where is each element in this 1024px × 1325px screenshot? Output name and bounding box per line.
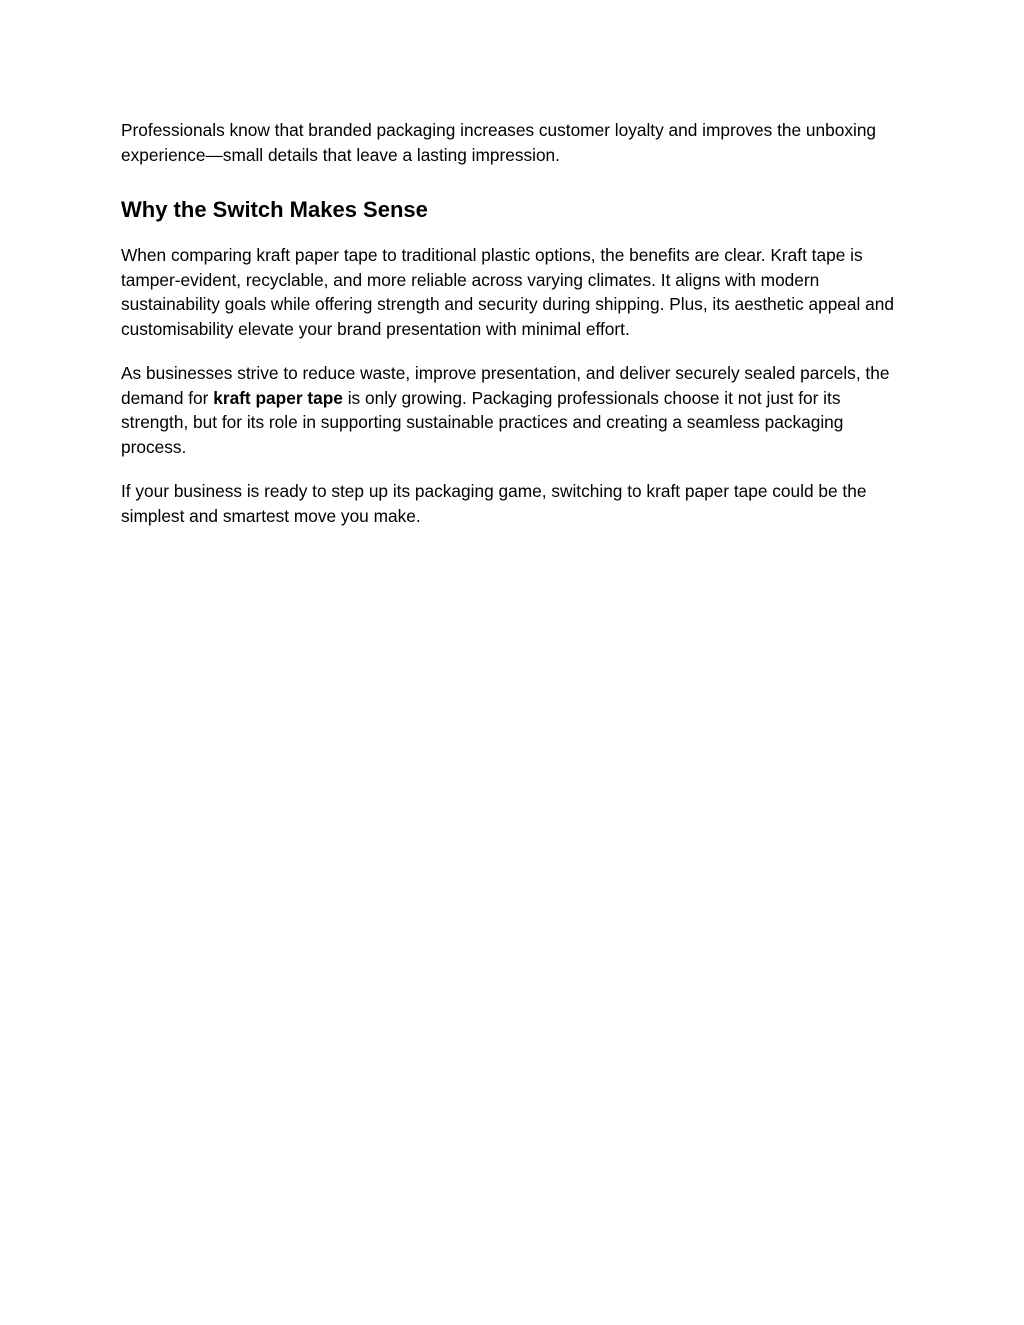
demand-paragraph-text-start: As businesses strive to reduce waste, improve presentation, and deliver securely sealed parcels, the demand for <box>121 363 890 408</box>
document-body <box>121 118 911 528</box>
bold-keyword: kraft paper tape <box>213 387 343 408</box>
demand-paragraph-text-end: is only growing. Packaging professionals choose it not just for its strength, but for its role in supporting sustainable practices and creating a seamless packaging process. <box>121 387 844 457</box>
closing-paragraph: If your business is ready to step up its packaging game, switching to kraft paper tape could be the simplest and smartest move you make. <box>121 481 867 526</box>
demand-paragraph <box>121 361 911 459</box>
intro-paragraph: Professionals know that branded packaging increases customer loyalty and improves the unboxing experience—small details that leave a lasting impression. <box>121 120 877 165</box>
benefits-paragraph: When comparing kraft paper tape to traditional plastic options, the benefits are clear. Kraft tape is tamper-evident, recyclable, and more reliable across varying climates. It aligns with modern sustainability goals while offering strength and security during shipping. Plus, its aesthetic appeal and customisability elevate your brand presentation with minimal effort. <box>121 245 894 339</box>
section-heading: Why the Switch Makes Sense <box>121 197 428 222</box>
